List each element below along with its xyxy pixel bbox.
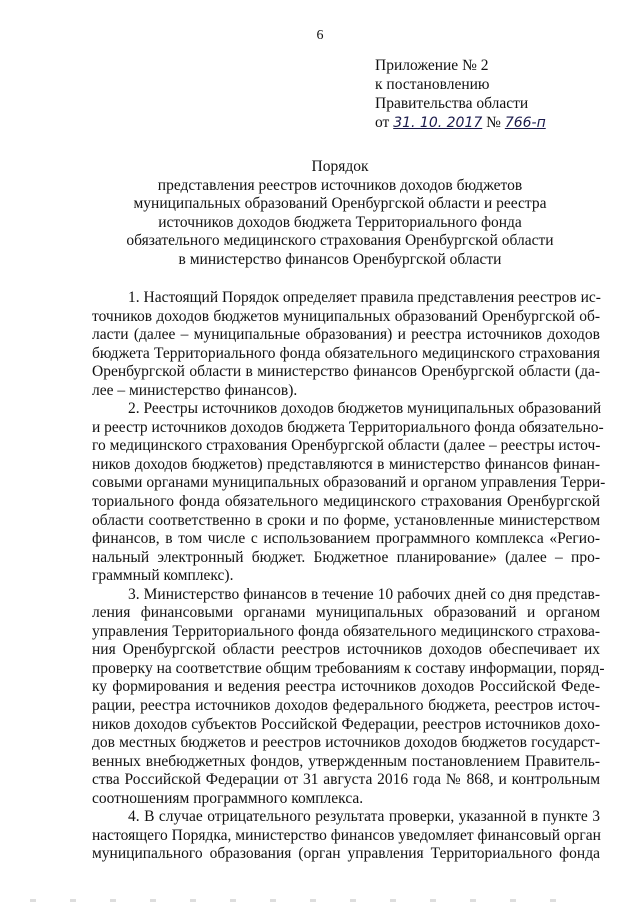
scan-edge-artifact bbox=[30, 899, 590, 902]
date-prefix: от bbox=[375, 114, 390, 131]
paragraph-line: лее – министерство финансов). bbox=[92, 381, 298, 399]
title-line: обязательного медицинского страхования Оренбургской области bbox=[126, 232, 554, 250]
document-title bbox=[80, 158, 600, 270]
title-line: в министерство финансов Оренбургской области bbox=[178, 250, 502, 268]
handwritten-number: 766-п bbox=[504, 115, 546, 131]
paragraph-line: настоящего Порядка, министерство финансов уведомляет финансовый орган bbox=[92, 826, 601, 844]
paragraph-line: бюджета Территориального фонда обязательного медицинского страхования bbox=[92, 344, 600, 362]
number-prefix: № bbox=[486, 114, 501, 131]
document-body bbox=[92, 289, 606, 864]
paragraph-3 bbox=[92, 585, 605, 809]
paragraph-line: соотношениям программного комплекса. bbox=[92, 789, 364, 807]
handwritten-date: 31. 10. 2017 bbox=[393, 115, 483, 131]
paragraph-line: дов местных бюджетов и реестров источников доходов бюджетов государст- bbox=[92, 734, 600, 752]
paragraph-line: граммный комплекс). bbox=[92, 567, 234, 585]
paragraph-line: 3. Министерство финансов в течение 10 рабочих дней со дня представ- bbox=[128, 585, 600, 603]
paragraph-line: 2. Реестры источников доходов бюджетов муниципальных образований bbox=[128, 400, 602, 418]
paragraph-line: ления финансовыми органами муниципальных образований и органом bbox=[92, 604, 600, 622]
title-line: муниципальных образований Оренбургской области и реестра bbox=[133, 195, 547, 213]
paragraph-1 bbox=[92, 289, 600, 400]
paragraph-4 bbox=[92, 808, 600, 864]
appendix-reference: к постановлению bbox=[375, 76, 490, 93]
paragraph-line: 1. Настоящий Порядок определяет правила представления реестров ис- bbox=[128, 289, 601, 306]
paragraph-line: 4. В случае отрицательного результата проверки, указанной в пункте 3 bbox=[128, 808, 600, 826]
paragraph-line: области соответственно в сроки и по форме, установленные министерством bbox=[92, 511, 600, 529]
paragraph-line: Оренбургской области в министерство финансов Оренбургской области (да- bbox=[92, 363, 600, 381]
paragraph-line: венных внебюджетных фондов, утвержденным постановлением Правитель- bbox=[92, 752, 600, 770]
paragraph-line: ников доходов субъектов Российской Федерации, реестров источников дохо- bbox=[92, 715, 600, 733]
title-line: источников доходов бюджета Территориального фонда bbox=[158, 213, 522, 231]
paragraph-line: ства Российской Федерации от 31 августа 2016 года № 868, и контрольным bbox=[92, 771, 600, 789]
paragraph-line: ториального фонда обязательного медицинского страхования Оренбургской bbox=[92, 493, 600, 511]
paragraph-line: управления Территориального фонда обязательного медицинского страхова- bbox=[92, 622, 600, 640]
paragraph-line: совыми органами муниципальных образований и органом управления Терри- bbox=[92, 474, 606, 492]
paragraph-line: проверку на соответствие общим требованиям к составу информации, поряд- bbox=[92, 659, 605, 677]
appendix-block bbox=[375, 56, 625, 133]
paragraph-line: ласти (далее – муниципальные образования) и реестра источников доходов bbox=[92, 326, 600, 344]
title-heading: Порядок bbox=[311, 158, 369, 175]
paragraph-line: муниципального образования (орган управления Территориального фонда bbox=[92, 845, 600, 863]
paragraph-line: ния Оренбургской области реестров источников доходов обеспечивает их bbox=[92, 641, 600, 659]
paragraph-line: нальный электронный бюджет. Бюджетное планирование» (далее – про- bbox=[92, 548, 600, 566]
paragraph-line: финансов, в том числе с использованием программного комплекса «Регио- bbox=[92, 530, 600, 548]
appendix-title: Приложение № 2 bbox=[375, 57, 489, 74]
title-line: представления реестров источников доходов бюджетов bbox=[157, 176, 523, 194]
page-number: 6 bbox=[316, 28, 324, 43]
paragraph-line: ку формирования и ведения реестра источников доходов Российской Феде- bbox=[92, 678, 600, 696]
paragraph-line: рации, реестра источников доходов федерального бюджета, реестров источ- bbox=[92, 697, 600, 715]
paragraph-line: точников доходов бюджетов муниципальных образований Оренбургской об- bbox=[92, 307, 600, 325]
paragraph-line: го медицинского страхования Оренбургской области (далее – реестры источ- bbox=[92, 437, 601, 455]
appendix-date-line bbox=[375, 113, 625, 133]
appendix-authority: Правительства области bbox=[375, 95, 529, 112]
paragraph-line: ников доходов бюджетов) представляются в министерство финансов финан- bbox=[92, 455, 600, 473]
paragraph-2 bbox=[92, 400, 606, 585]
paragraph-line: и реестр источников доходов бюджета Территориального фонда обязательно- bbox=[92, 418, 604, 436]
